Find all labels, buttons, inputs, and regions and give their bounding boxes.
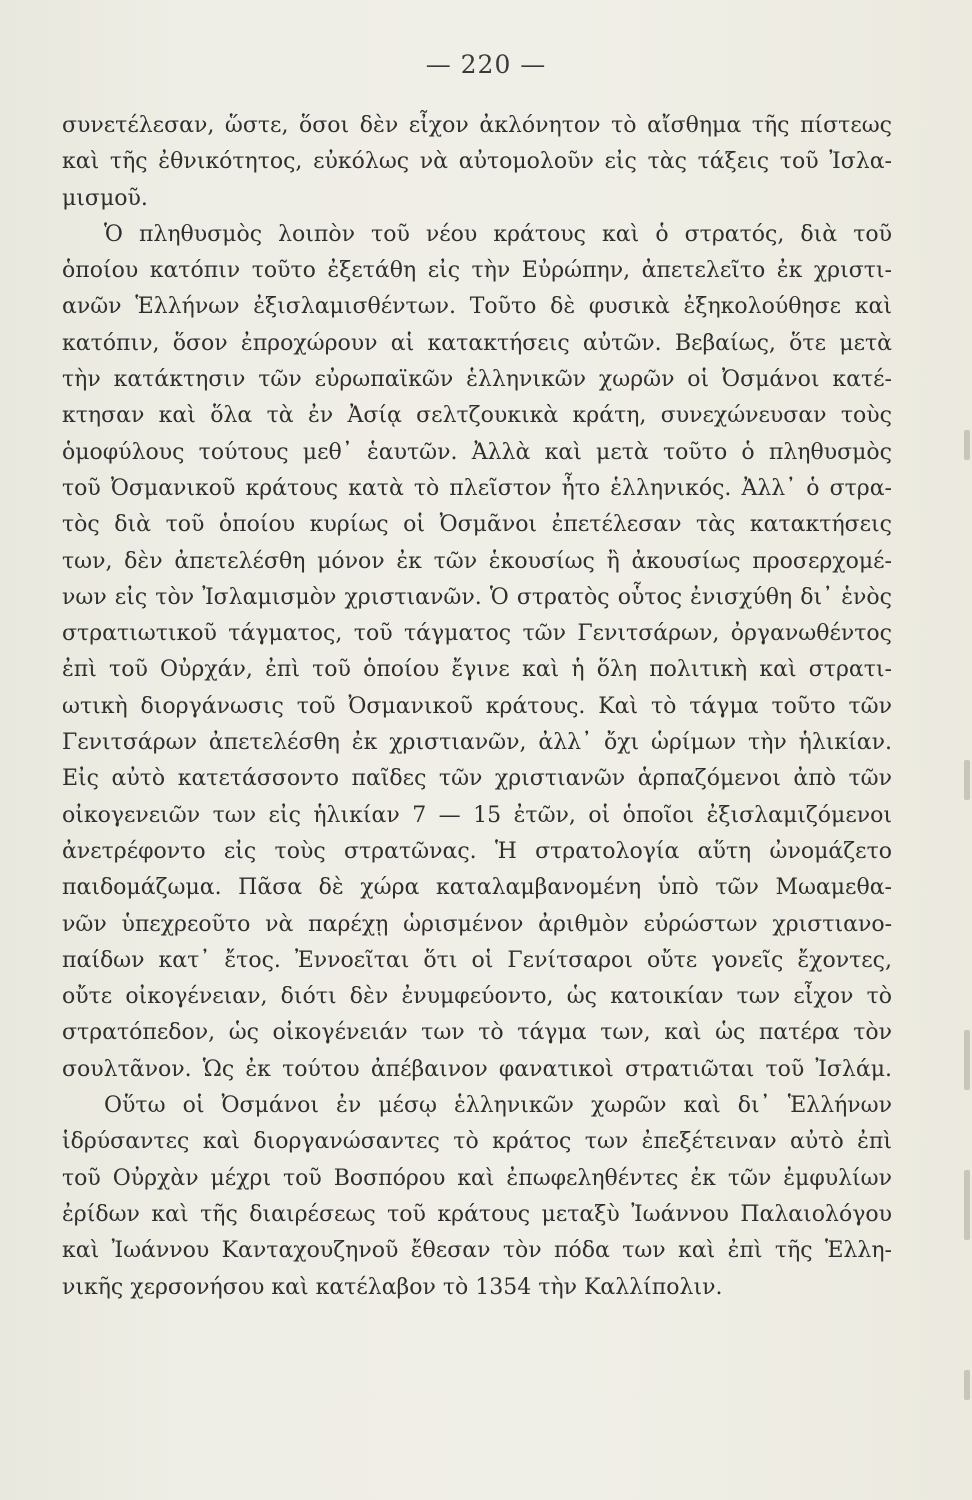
margin-ink-mark xyxy=(964,430,970,460)
text-line: μισμοῦ. xyxy=(62,185,148,211)
paragraph-start-line: Ὁ πληθυσμὸς λοιπὸν τοῦ νέου κράτους καὶ ὁ στρατός, διὰ τοῦ xyxy=(104,221,892,247)
text-line: ωτικὴ διοργάνωσις τοῦ Ὀσμανικοῦ κράτους. Καὶ τὸ τάγμα τοῦτο τῶν xyxy=(62,693,892,719)
text-line: τὸς διὰ τοῦ ὁποίου κυρίως οἱ Ὀσμᾶνοι ἐπετέλεσαν τὰς κατακτήσεις xyxy=(62,512,892,538)
text-line: σουλτᾶνον. Ὡς ἐκ τούτου ἀπέβαινον φανατικοὶ στρατιῶται τοῦ Ἰσλάμ. xyxy=(62,1056,892,1082)
margin-ink-mark xyxy=(964,760,970,800)
text-line: τοῦ Ὀσμανικοῦ κράτους κατὰ τὸ πλεῖστον ἦτο ἑλληνικός. Ἀλλ᾽ ὁ στρα- xyxy=(62,475,892,501)
text-line: ανῶν Ἑλλήνων ἐξισλαμισθέντων. Τοῦτο δὲ φυσικὰ ἐξηκολούθησε καὶ xyxy=(62,294,892,320)
text-line: ἐπὶ τοῦ Οὐρχάν, ἐπὶ τοῦ ὁποίου ἔγινε καὶ ἡ ὅλη πολιτικὴ καὶ στρατι- xyxy=(62,657,892,683)
text-line: ἀνετρέφοντο εἰς τοὺς στρατῶνας. Ἡ στρατολογία αὕτη ὠνομάζετο xyxy=(62,838,892,864)
paragraph-start-line: Οὕτω οἱ Ὀσμάνοι ἐν μέσῳ ἑλληνικῶν χωρῶν καὶ δι᾽ Ἑλλήνων xyxy=(104,1093,892,1119)
text-line: νικῆς χερσονήσου καὶ κατέλαβον τὸ 1354 τὴν Καλλίπολιν. xyxy=(62,1274,723,1300)
text-line: οἰκογενειῶν των εἰς ἡλικίαν 7 — 15 ἐτῶν, οἱ ὁποῖοι ἐξισλαμιζόμενοι xyxy=(62,802,892,828)
text-line: στρατιωτικοῦ τάγματος, τοῦ τάγματος τῶν Γενιτσάρων, ὀργανωθέντος xyxy=(62,621,892,647)
text-line: τοῦ Οὐρχὰν μέχρι τοῦ Βοσπόρου καὶ ἐπωφεληθέντες ἐκ τῶν ἐμφυλίων xyxy=(62,1165,892,1191)
text-line: παίδων κατ᾽ ἔτος. Ἐννοεῖται ὅτι οἱ Γενίτσαροι οὔτε γονεῖς ἔχοντες, xyxy=(62,947,892,973)
text-line: Γενιτσάρων ἀπετελέσθη ἐκ χριστιανῶν, ἀλλ᾽ ὄχι ὡρίμων τὴν ἡλικίαν. xyxy=(62,730,892,756)
margin-ink-mark xyxy=(964,1030,970,1090)
text-line: συνετέλεσαν, ὥστε, ὅσοι δὲν εἶχον ἀκλόνητον τὸ αἴσθημα τῆς πίστεως xyxy=(62,113,892,138)
text-line: καὶ Ἰωάννου Κανταχουζηνοῦ ἔθεσαν τὸν πόδα των καὶ ἐπὶ τῆς Ἑλλη- xyxy=(62,1238,892,1264)
text-line: στρατόπεδον, ὡς οἰκογένειάν των τὸ τάγμα των, καὶ ὡς πατέρα τὸν xyxy=(62,1020,892,1046)
text-line: Εἰς αὐτὸ κατετάσσοντο παῖδες τῶν χριστιανῶν ἁρπαζόμενοι ἀπὸ τῶν xyxy=(62,766,892,792)
text-line: καὶ τῆς ἐθνικότητος, εὐκόλως νὰ αὐτομολοῦν εἰς τὰς τάξεις τοῦ Ἰσλα- xyxy=(62,149,892,175)
margin-ink-mark xyxy=(964,1370,970,1400)
text-line: παιδομάζωμα. Πᾶσα δὲ χώρα καταλαμβανομένη ὑπὸ τῶν Μωαμεθα- xyxy=(62,875,892,901)
text-line: ἐρίδων καὶ τῆς διαιρέσεως τοῦ κράτους μεταξὺ Ἰωάννου Παλαιολόγου xyxy=(62,1201,892,1227)
margin-ink-mark xyxy=(964,1170,970,1240)
text-line: κατόπιν, ὅσον ἐπροχώρουν αἱ κατακτήσεις αὐτῶν. Βεβαίως, ὅτε μετὰ xyxy=(62,330,892,356)
text-line: ἱδρύσαντες καὶ διοργανώσαντες τὸ κράτος των ἐπεξέτειναν αὐτὸ ἐπὶ xyxy=(62,1129,892,1155)
page-number: — 220 — xyxy=(425,50,547,79)
body-text xyxy=(62,108,892,1306)
text-line: ὁποίου κατόπιν τοῦτο ἐξετάθη εἰς τὴν Εὐρώπην, ἀπετελεῖτο ἐκ χριστι- xyxy=(62,258,892,284)
text-line: των, δὲν ἀπετελέσθη μόνον ἐκ τῶν ἑκουσίως ἢ ἀκουσίως προσερχομέ- xyxy=(62,548,892,574)
text-line: ὁμοφύλους τούτους μεθ᾽ ἑαυτῶν. Ἀλλὰ καὶ μετὰ τοῦτο ὁ πληθυσμὸς xyxy=(62,439,892,465)
text-line: νῶν ὑπεχρεοῦτο νὰ παρέχῃ ὡρισμένον ἀριθμὸν εὐρώστων χριστιανο- xyxy=(62,911,892,937)
text-line: τὴν κατάκτησιν τῶν εὐρωπαϊκῶν ἑλληνικῶν χωρῶν οἱ Ὀσμάνοι κατέ- xyxy=(62,367,892,393)
text-line: κτησαν καὶ ὅλα τὰ ἐν Ἀσίᾳ σελτζουκικὰ κράτη, συνεχώνευσαν τοὺς xyxy=(62,403,892,429)
text-line: οὔτε οἰκογένειαν, διότι δὲν ἐνυμφεύοντο, ὡς κατοικίαν των εἶχον τὸ xyxy=(62,984,892,1010)
text-line: νων εἰς τὸν Ἰσλαμισμὸν χριστιανῶν. Ὁ στρατὸς οὗτος ἐνισχύθη δι᾽ ἑνὸς xyxy=(62,584,892,610)
